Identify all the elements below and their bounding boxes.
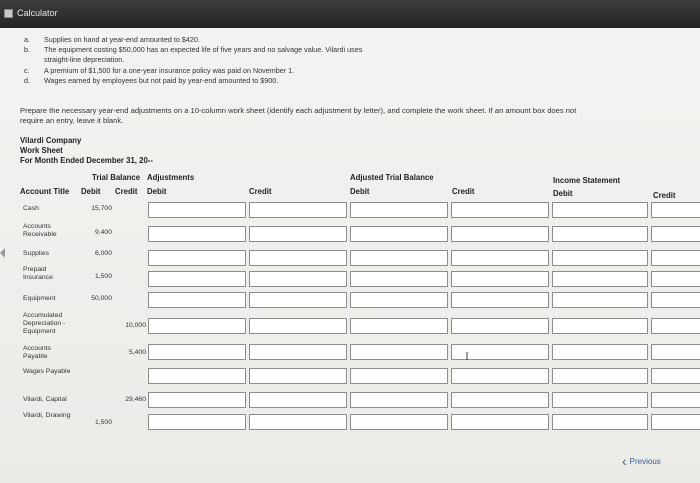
previous-label: Previous — [629, 456, 661, 466]
atb-credit-input-cell[interactable] — [451, 202, 549, 218]
atb-credit-input[interactable] — [452, 277, 548, 291]
is-credit-input[interactable] — [652, 298, 700, 312]
adj-debit-input[interactable] — [149, 256, 245, 270]
adj-debit-input[interactable] — [149, 350, 245, 364]
adj-debit-input[interactable] — [149, 232, 245, 246]
atb-debit-input[interactable] — [351, 374, 447, 388]
instructions-line1: Prepare the necessary year-end adjustments on a 10-column work sheet (identify each adjustment by letter), and complete the work sheet. If an amount box does not — [20, 106, 577, 115]
adj-debit-input-cell[interactable] — [148, 368, 246, 384]
adj-credit-input[interactable] — [250, 374, 346, 388]
adj-credit-input-cell[interactable] — [249, 226, 347, 242]
atb-credit-input-cell[interactable] — [451, 292, 549, 308]
atb-credit-input[interactable] — [452, 374, 548, 388]
account-title: Prepaid Insurance — [23, 266, 53, 281]
tb-debit-header: Debit — [81, 187, 101, 196]
text-cursor-icon: I — [465, 349, 469, 363]
trial-balance-credit: 29,460 — [125, 396, 146, 403]
adj-debit-input[interactable] — [149, 208, 245, 222]
adj-credit-input-cell[interactable] — [249, 392, 347, 408]
is-credit-input[interactable] — [652, 398, 700, 412]
atb-credit-input[interactable] — [452, 420, 548, 434]
adj-credit-input[interactable] — [250, 208, 346, 222]
atb-debit-input[interactable] — [351, 256, 447, 270]
is-credit-input[interactable] — [652, 256, 700, 270]
account-title: Wages Payable — [23, 368, 71, 375]
atb-credit-input[interactable] — [452, 208, 548, 222]
adj-debit-input[interactable] — [149, 298, 245, 312]
is-credit-input-cell[interactable] — [651, 414, 700, 430]
info-letter: b. — [24, 45, 30, 54]
atb-credit-input[interactable] — [452, 298, 548, 312]
adj-debit-input-cell[interactable] — [148, 414, 246, 430]
trial-balance-debit: 50,000 — [91, 295, 112, 302]
previous-button[interactable] — [617, 452, 666, 470]
income-statement-header: Income Statement — [553, 176, 621, 185]
atb-debit-input-cell[interactable] — [350, 271, 448, 287]
account-title: Vilardi, Drawing — [23, 412, 71, 419]
atb-credit-input[interactable] — [452, 324, 548, 338]
atb-credit-input-cell[interactable] — [451, 392, 549, 408]
is-debit-input[interactable] — [553, 350, 647, 364]
trial-balance-credit: 10,000 — [125, 322, 146, 329]
adj-credit-input-cell[interactable] — [249, 368, 347, 384]
atb-credit-input-cell[interactable] — [451, 271, 549, 287]
atb-credit-header: Credit — [452, 187, 475, 196]
period-title: For Month Ended December 31, 20-- — [20, 156, 154, 165]
is-debit-input[interactable] — [553, 324, 647, 338]
atb-debit-header: Debit — [350, 187, 370, 196]
is-debit-input-cell[interactable] — [552, 202, 648, 218]
is-credit-input[interactable] — [652, 277, 700, 291]
atb-debit-input-cell[interactable] — [350, 202, 448, 218]
is-credit-input-cell[interactable] — [651, 344, 700, 360]
is-debit-input-cell[interactable] — [552, 344, 648, 360]
atb-credit-input[interactable] — [452, 398, 548, 412]
info-letter: d. — [24, 76, 30, 85]
adj-debit-input-cell[interactable] — [148, 226, 246, 242]
account-title-header: Account Title — [20, 187, 70, 196]
trial-balance-credit: 5,400 — [128, 349, 146, 356]
is-debit-input-cell[interactable] — [552, 318, 648, 334]
adj-credit-input-cell[interactable] — [249, 202, 347, 218]
is-credit-input[interactable] — [652, 374, 700, 388]
company-name: Vilardi Company — [20, 136, 82, 145]
atb-credit-input-cell[interactable] — [451, 368, 549, 384]
adj-credit-input-cell[interactable] — [249, 292, 347, 308]
is-credit-input[interactable] — [652, 350, 700, 364]
trial-balance-header: Trial Balance — [92, 173, 141, 182]
account-title: Cash — [23, 205, 39, 212]
is-debit-input-cell[interactable] — [552, 226, 648, 242]
is-debit-input-cell[interactable] — [552, 292, 648, 308]
is-debit-input[interactable] — [553, 208, 647, 222]
is-credit-input[interactable] — [652, 208, 700, 222]
is-debit-input[interactable] — [553, 277, 647, 291]
atb-debit-input[interactable] — [351, 208, 447, 222]
adj-debit-input-cell[interactable] — [148, 202, 246, 218]
trial-balance-debit: 1,500 — [94, 419, 112, 426]
adj-credit-input[interactable] — [250, 277, 346, 291]
atb-debit-input-cell[interactable] — [350, 318, 448, 334]
adj-debit-input-cell[interactable] — [148, 250, 246, 266]
adjustments-header: Adjustments — [147, 173, 195, 182]
adj-credit-input-cell[interactable] — [249, 414, 347, 430]
info-text: The equipment costing $50,000 has an expected life of five years and no salvage value. Vilardi uses — [44, 45, 363, 54]
atb-debit-input[interactable] — [351, 277, 447, 291]
adj-debit-input-cell[interactable] — [148, 344, 246, 360]
atb-debit-input[interactable] — [351, 398, 447, 412]
atb-debit-input[interactable] — [351, 324, 447, 338]
is-credit-input-cell[interactable] — [651, 292, 700, 308]
is-debit-header: Debit — [553, 189, 573, 198]
account-title: Accounts Payable — [23, 345, 51, 360]
is-credit-header: Credit — [653, 191, 676, 200]
adj-credit-input[interactable] — [250, 256, 346, 270]
scroll-left-icon[interactable] — [0, 248, 5, 258]
is-credit-input-cell[interactable] — [651, 318, 700, 334]
account-title: Accounts Receivable — [23, 223, 57, 238]
adj-debit-input-cell[interactable] — [148, 392, 246, 408]
account-title: Vilardi, Capital — [23, 396, 67, 403]
atb-credit-input-cell[interactable] — [451, 414, 549, 430]
adj-credit-input-cell[interactable] — [249, 318, 347, 334]
account-title: Supplies — [23, 250, 50, 257]
is-debit-input[interactable] — [553, 420, 647, 434]
is-debit-input[interactable] — [553, 398, 647, 412]
trial-balance-debit: 1,500 — [94, 273, 112, 280]
info-letter: a. — [24, 35, 30, 44]
is-credit-input-cell[interactable] — [651, 250, 700, 266]
atb-debit-input-cell[interactable] — [350, 344, 448, 360]
calculator-icon[interactable] — [4, 9, 13, 18]
atb-debit-input-cell[interactable] — [350, 368, 448, 384]
is-debit-input-cell[interactable] — [552, 392, 648, 408]
adj-debit-input-cell[interactable] — [148, 271, 246, 287]
atb-debit-input[interactable] — [351, 298, 447, 312]
is-credit-input-cell[interactable] — [651, 202, 700, 218]
trial-balance-debit: 15,700 — [91, 205, 112, 212]
atb-credit-input-cell[interactable] — [451, 226, 549, 242]
atb-debit-input-cell[interactable] — [350, 250, 448, 266]
account-title: Equipment — [23, 295, 56, 302]
is-debit-input-cell[interactable] — [552, 271, 648, 287]
info-letter: c. — [24, 66, 30, 75]
adj-credit-input[interactable] — [250, 420, 346, 434]
is-debit-input[interactable] — [553, 256, 647, 270]
is-credit-input-cell[interactable] — [651, 226, 700, 242]
atb-debit-input-cell[interactable] — [350, 414, 448, 430]
trial-balance-debit: 6,000 — [94, 250, 112, 257]
adj-debit-header: Debit — [147, 187, 167, 196]
chevron-left-icon: ‹ — [622, 453, 627, 469]
atb-credit-input[interactable] — [452, 232, 548, 246]
atb-debit-input-cell[interactable] — [350, 292, 448, 308]
adj-debit-input[interactable] — [149, 420, 245, 434]
is-debit-input[interactable] — [553, 298, 647, 312]
adjusted-trial-balance-header: Adjusted Trial Balance — [350, 173, 434, 182]
adj-credit-header: Credit — [249, 187, 272, 196]
atb-debit-input[interactable] — [351, 350, 447, 364]
is-credit-input[interactable] — [652, 420, 700, 434]
adj-credit-input[interactable] — [250, 350, 346, 364]
is-credit-input[interactable] — [652, 324, 700, 338]
adj-debit-input[interactable] — [149, 374, 245, 388]
adj-debit-input[interactable] — [149, 277, 245, 291]
info-text: Wages earned by employees but not paid by year-end amounted to $900. — [44, 76, 279, 85]
adj-credit-input[interactable] — [250, 324, 346, 338]
is-debit-input-cell[interactable] — [552, 250, 648, 266]
instructions — [20, 106, 700, 126]
tb-credit-header: Credit — [115, 187, 138, 196]
sheet-title: Work Sheet — [20, 146, 63, 155]
atb-credit-input-cell[interactable] — [451, 318, 549, 334]
adj-debit-input[interactable] — [149, 324, 245, 338]
info-text: A premium of $1,500 for a one-year insurance policy was paid on November 1. — [44, 66, 295, 75]
instructions-line2: require an entry, leave it blank. — [20, 116, 124, 125]
adj-credit-input[interactable] — [250, 232, 346, 246]
is-debit-input[interactable] — [553, 374, 647, 388]
is-credit-input-cell[interactable] — [651, 392, 700, 408]
is-credit-input-cell[interactable] — [651, 271, 700, 287]
adj-debit-input[interactable] — [149, 398, 245, 412]
adj-debit-input-cell[interactable] — [148, 292, 246, 308]
info-text: Supplies on hand at year-end amounted to $420. — [44, 35, 200, 44]
is-debit-input[interactable] — [553, 232, 647, 246]
adj-credit-input[interactable] — [250, 398, 346, 412]
atb-debit-input[interactable] — [351, 420, 447, 434]
account-title: Accumulated Depreciation - Equipment — [23, 312, 66, 335]
adj-debit-input-cell[interactable] — [148, 318, 246, 334]
is-debit-input-cell[interactable] — [552, 414, 648, 430]
is-credit-input[interactable] — [652, 232, 700, 246]
calculator-label[interactable]: Calculator — [17, 8, 58, 18]
adj-credit-input-cell[interactable] — [249, 344, 347, 360]
is-credit-input-cell[interactable] — [651, 368, 700, 384]
adj-credit-input-cell[interactable] — [249, 271, 347, 287]
atb-debit-input-cell[interactable] — [350, 226, 448, 242]
adj-credit-input-cell[interactable] — [249, 250, 347, 266]
info-text: straight-line depreciation. — [44, 55, 125, 64]
trial-balance-debit: 9,400 — [94, 229, 112, 236]
is-debit-input-cell[interactable] — [552, 368, 648, 384]
atb-debit-input-cell[interactable] — [350, 392, 448, 408]
atb-credit-input[interactable] — [452, 256, 548, 270]
adj-credit-input[interactable] — [250, 298, 346, 312]
atb-debit-input[interactable] — [351, 232, 447, 246]
title-bar — [0, 0, 700, 28]
atb-credit-input-cell[interactable] — [451, 250, 549, 266]
